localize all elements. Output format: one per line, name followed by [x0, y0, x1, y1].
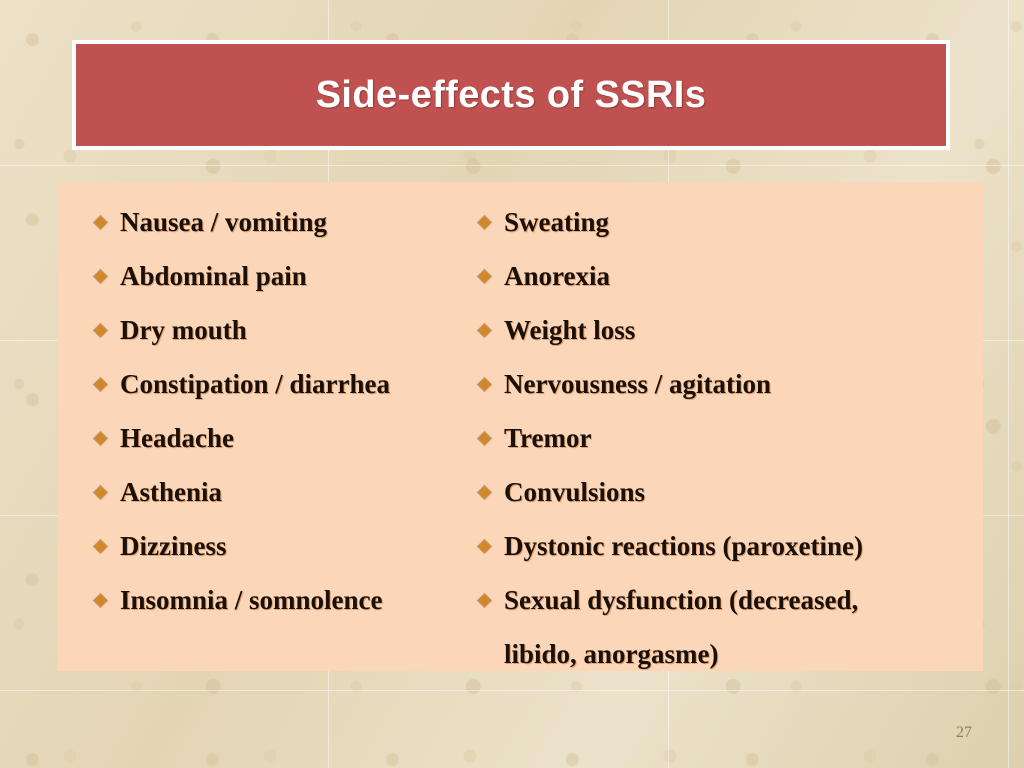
list-item-label: Anorexia	[504, 261, 610, 291]
list-item	[78, 252, 458, 301]
list-item-label: Sweating	[504, 207, 610, 237]
diamond-bullet-icon	[478, 432, 491, 445]
list-item	[458, 306, 978, 355]
list-item-label: Dry mouth	[120, 315, 247, 345]
diamond-bullet-icon	[478, 378, 491, 391]
list-item-label: Weight loss	[504, 315, 636, 345]
bullet-column-right	[458, 198, 978, 684]
list-item	[78, 522, 458, 571]
list-item	[78, 576, 458, 625]
list-item	[458, 522, 978, 571]
diamond-bullet-icon	[478, 540, 491, 553]
list-item	[78, 198, 458, 247]
list-item-label: Tremor	[504, 423, 592, 453]
list-item	[458, 252, 978, 301]
list-item	[78, 360, 458, 409]
list-item-label: Convulsions	[504, 477, 646, 507]
diamond-bullet-icon	[94, 540, 107, 553]
diamond-bullet-icon	[478, 486, 491, 499]
list-item-label: Insomnia / somnolence	[120, 585, 383, 615]
list-item-label: Sexual dysfunction (decreased,	[504, 585, 859, 615]
content-panel	[58, 182, 983, 671]
page-title: Side-effects of SSRIs	[315, 73, 707, 116]
list-item-label: Dizziness	[120, 531, 227, 561]
diamond-bullet-icon	[478, 270, 491, 283]
bullet-list-left	[78, 198, 458, 625]
page-number: 27	[956, 724, 972, 741]
list-item	[78, 468, 458, 517]
list-item-label: Dystonic reactions (paroxetine)	[504, 531, 863, 561]
diamond-bullet-icon	[94, 432, 107, 445]
list-item	[458, 198, 978, 247]
list-item-label: Abdominal pain	[120, 261, 307, 291]
bullet-list-right	[458, 198, 978, 679]
diamond-bullet-icon	[94, 378, 107, 391]
diamond-bullet-icon	[478, 216, 491, 229]
bullet-columns	[58, 182, 983, 684]
diamond-bullet-icon	[478, 594, 491, 607]
list-item-label: Nervousness / agitation	[504, 369, 772, 399]
list-item-label: Constipation / diarrhea	[120, 369, 391, 399]
list-item	[458, 576, 978, 625]
list-item-label: libido, anorgasme)	[504, 639, 719, 669]
diamond-bullet-icon	[94, 324, 107, 337]
list-item	[458, 414, 978, 463]
list-item-label: Asthenia	[120, 477, 223, 507]
diamond-bullet-icon	[94, 486, 107, 499]
diamond-bullet-icon	[94, 216, 107, 229]
diamond-bullet-icon	[94, 270, 107, 283]
diamond-bullet-icon	[94, 594, 107, 607]
diamond-bullet-icon	[478, 324, 491, 337]
list-item	[78, 414, 458, 463]
list-item-continuation	[458, 630, 978, 679]
list-item	[458, 360, 978, 409]
list-item	[458, 468, 978, 517]
slide-title-bar	[72, 40, 950, 150]
list-item-label: Nausea / vomiting	[120, 207, 328, 237]
list-item	[78, 306, 458, 355]
list-item-label: Headache	[120, 423, 234, 453]
bullet-column-left	[58, 198, 458, 684]
